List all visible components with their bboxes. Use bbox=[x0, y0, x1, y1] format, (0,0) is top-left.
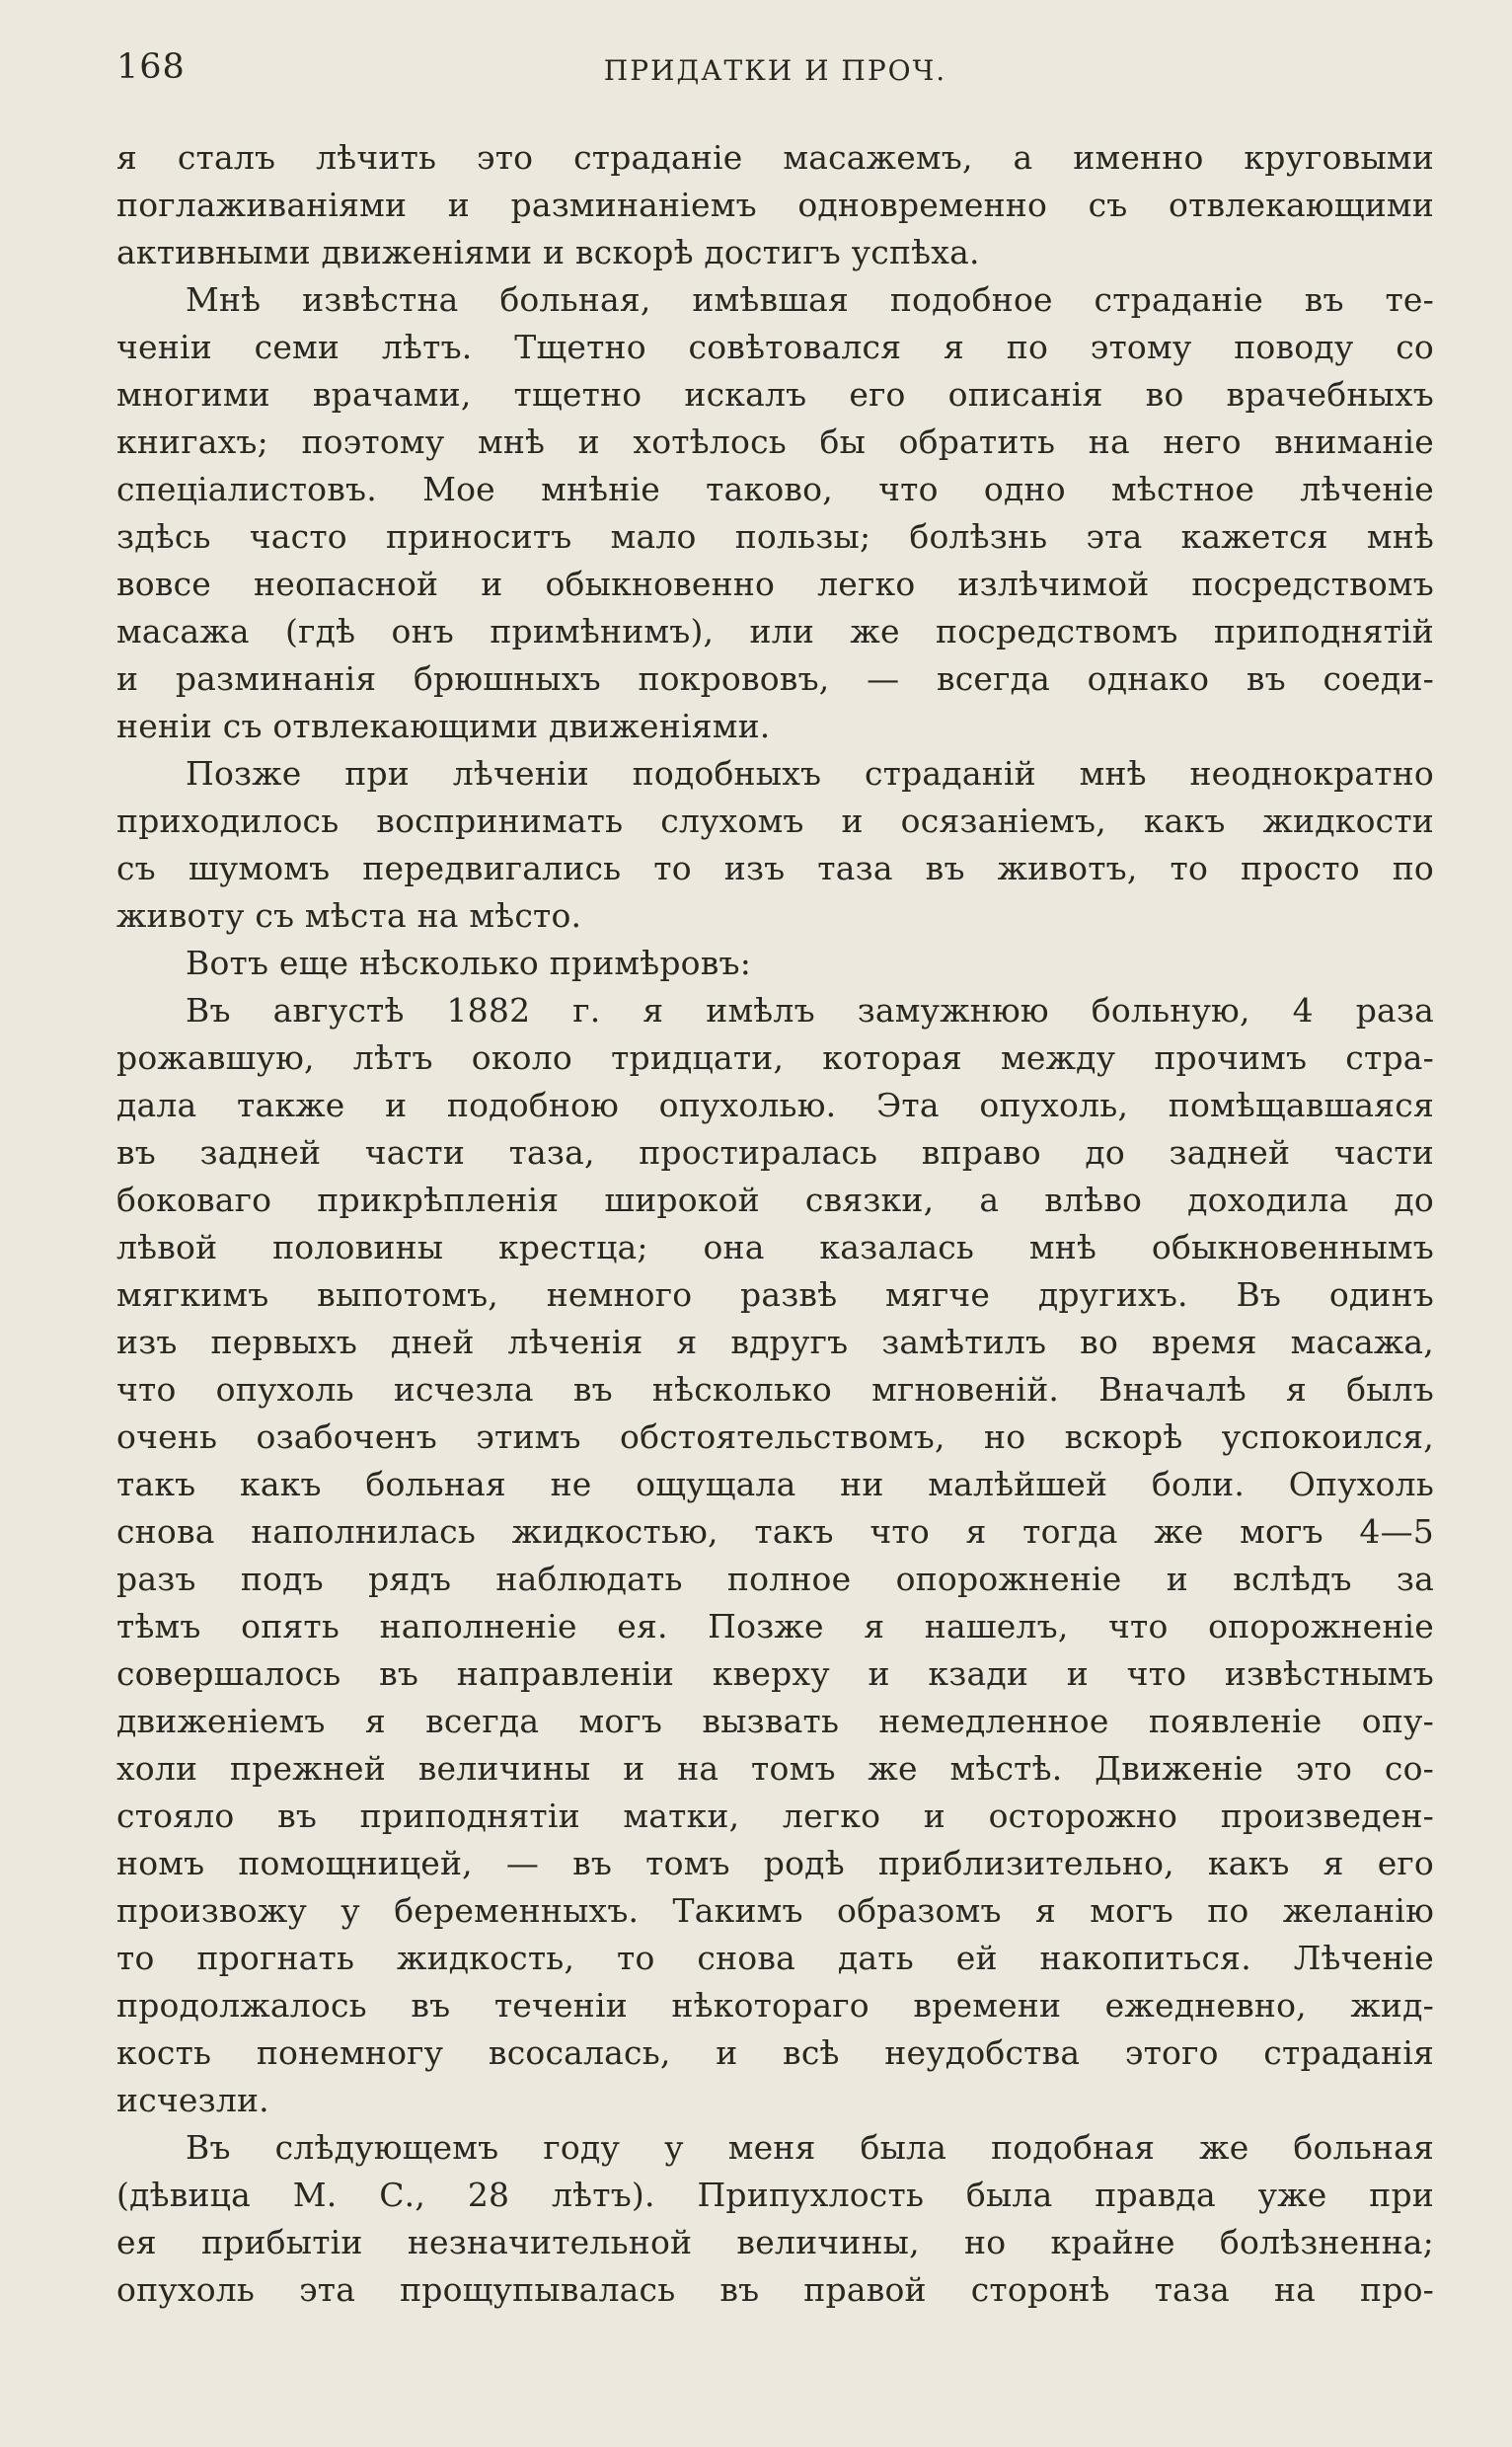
text-line: масажа (гдѣ онъ примѣнимъ), или же посредствомъ приподнятій bbox=[116, 612, 1434, 650]
text-line: Въ августѣ 1882 г. я имѣлъ замужнюю больную, 4 раза bbox=[186, 991, 1434, 1030]
text-line: спеціалистовъ. Мое мнѣніе таково, что одно мѣстное лѣченіе bbox=[116, 470, 1434, 508]
text-line: вовсе неопасной и обыкновенно легко излѣчимой посредствомъ bbox=[116, 565, 1434, 603]
text-line: (дѣвица М. С., 28 лѣтъ). Припухлость была правда уже при bbox=[116, 2176, 1434, 2214]
text-line: Позже при лѣченіи подобныхъ страданій мнѣ неоднократно bbox=[186, 754, 1434, 793]
text-line: ченіи семи лѣтъ. Тщетно совѣтовался я по этому поводу со bbox=[116, 328, 1434, 366]
text-line: движеніемъ я всегда могъ вызвать немедленное появленіе опу- bbox=[116, 1702, 1434, 1740]
text-line: опухоль эта прощупывалась въ правой сторонѣ таза на про- bbox=[116, 2270, 1434, 2309]
text-line: очень озабоченъ этимъ обстоятельствомъ, но вскорѣ успокоился, bbox=[116, 1417, 1434, 1456]
text-line: изъ первыхъ дней лѣченія я вдругъ замѣтилъ во время масажа, bbox=[116, 1323, 1434, 1361]
text-line: боковаго прикрѣпленія широкой связки, а влѣво доходила до bbox=[116, 1181, 1434, 1219]
text-line: активными движеніями и вскорѣ достигъ успѣха. bbox=[116, 233, 980, 271]
running-head: ПРИДАТКИ И ПРОЧ. bbox=[603, 54, 947, 87]
text-line: кость понемногу всосалась, и всѣ неудобства этого страданія bbox=[116, 2033, 1434, 2072]
text-line: лѣвой половины крестца; она казалась мнѣ обыкновеннымъ bbox=[116, 1228, 1434, 1266]
text-line: снова наполнилась жидкостью, такъ что я тогда же могъ 4—5 bbox=[116, 1512, 1434, 1551]
text-line: холи прежней величины и на томъ же мѣстѣ. Движеніе это со- bbox=[116, 1749, 1434, 1788]
text-line: многими врачами, тщетно искалъ его описанія во врачебныхъ bbox=[116, 375, 1434, 414]
text-line: я сталъ лѣчить это страданіе масажемъ, а именно круговыми bbox=[116, 138, 1434, 177]
text-line: въ задней части таза, простиралась вправо до задней части bbox=[116, 1133, 1434, 1172]
text-line: такъ какъ больная не ощущала ни малѣйшей боли. Опухоль bbox=[116, 1465, 1434, 1503]
text-line: стояло въ приподнятіи матки, легко и осторожно произведен- bbox=[116, 1797, 1434, 1835]
text-line: номъ помощницей, — въ томъ родѣ приблизительно, какъ я его bbox=[116, 1844, 1434, 1882]
text-line: съ шумомъ передвигались то изъ таза въ животъ, то просто по bbox=[116, 849, 1434, 887]
text-line: то прогнать жидкость, то снова дать ей накопиться. Лѣченіе bbox=[116, 1939, 1434, 1977]
text-line: дала также и подобною опухолью. Эта опухоль, помѣщавшаяся bbox=[116, 1086, 1434, 1124]
text-line: продолжалось въ теченіи нѣкотораго времени ежедневно, жид- bbox=[116, 1986, 1434, 2025]
text-line: произвожу у беременныхъ. Такимъ образомъ я могъ по желанію bbox=[116, 1891, 1434, 1930]
page-header bbox=[116, 43, 1434, 103]
text-line: разъ подъ рядъ наблюдать полное опорожненіе и вслѣдъ за bbox=[116, 1560, 1434, 1598]
text-line: здѣсь часто приноситъ мало пользы; болѣзнь эта кажется мнѣ bbox=[116, 517, 1434, 556]
text-line: исчезли. bbox=[116, 2081, 269, 2119]
text-line: Мнѣ извѣстна больная, имѣвшая подобное страданіе въ те- bbox=[186, 280, 1434, 319]
text-line: что опухоль исчезла въ нѣсколько мгновеній. Вначалѣ я былъ bbox=[116, 1370, 1434, 1409]
text-line: мягкимъ выпотомъ, немного развѣ мягче другихъ. Въ одинъ bbox=[116, 1275, 1434, 1314]
text-line: поглаживаніями и разминаніемъ одновременно съ отвлекающими bbox=[116, 186, 1434, 224]
text-line: рожавшую, лѣтъ около тридцати, которая между прочимъ стра- bbox=[116, 1038, 1434, 1077]
text-line: книгахъ; поэтому мнѣ и хотѣлось бы обратить на него вниманіе bbox=[116, 422, 1434, 461]
text-line: приходилось воспринимать слухомъ и осязаніемъ, какъ жидкости bbox=[116, 802, 1434, 840]
text-line: Въ слѣдующемъ году у меня была подобная же больная bbox=[186, 2128, 1434, 2167]
page-number: 168 bbox=[116, 47, 186, 87]
text-line: животу съ мѣста на мѣсто. bbox=[116, 896, 582, 935]
text-line: тѣмъ опять наполненіе ея. Позже я нашелъ, что опорожненіе bbox=[116, 1607, 1434, 1645]
text-line: Вотъ еще нѣсколько примѣровъ: bbox=[186, 944, 752, 982]
text-line: и разминанія брюшныхъ покрововъ, — всегда однако въ соеди- bbox=[116, 659, 1434, 698]
body-text bbox=[116, 134, 1434, 2314]
text-line: ея прибытіи незначительной величины, но крайне болѣзненна; bbox=[116, 2223, 1434, 2261]
text-line: совершалось въ направленіи кверху и кзади и что извѣстнымъ bbox=[116, 1654, 1434, 1693]
text-line: неніи съ отвлекающими движеніями. bbox=[116, 707, 771, 745]
